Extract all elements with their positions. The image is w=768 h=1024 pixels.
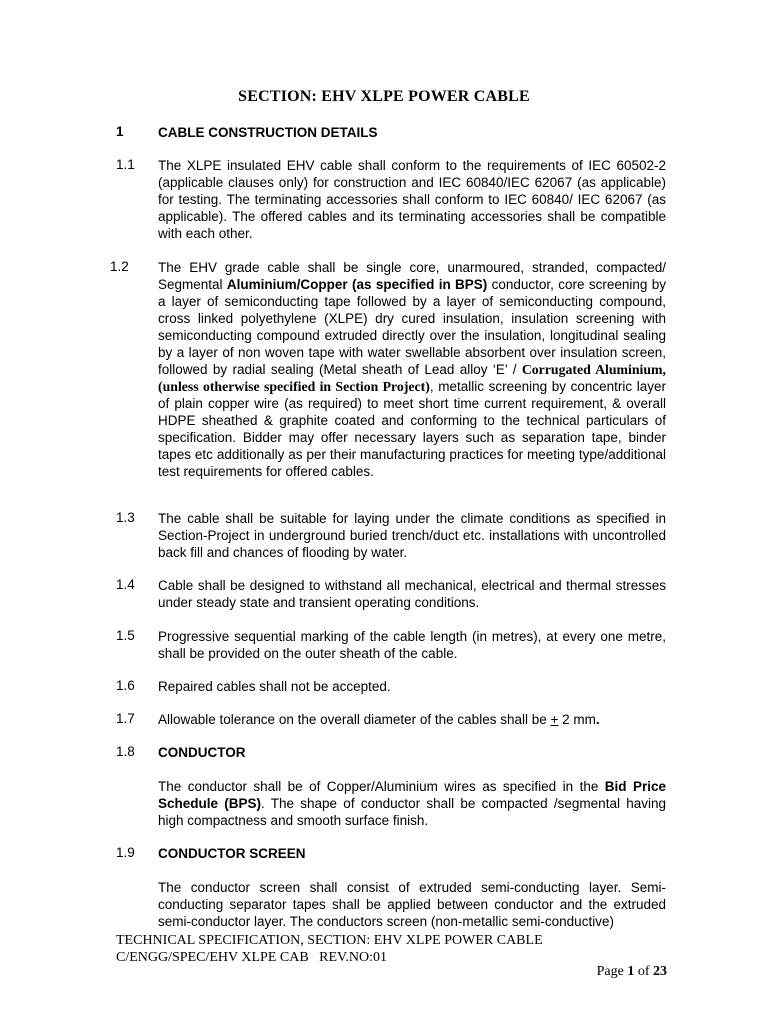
clause-1-2-part1: The EHV grade cable shall be single core, unarmoured, stranded, compacted/ Segmental	[158, 260, 666, 292]
clause-text-1-6: Repaired cables shall not be accepted.	[158, 679, 391, 694]
page-current: 1	[627, 964, 635, 979]
plus-minus-sign: +	[550, 712, 559, 727]
clause-text-1-1: The XLPE insulated EHV cable shall conform to the requirements of IEC 60502-2 (applicable clauses only) for construction and IEC 60840/IEC 62067 (as applicable) for testing. The terminating accessories shall conform to IEC 60840/ IEC 62067 (as applicable). The offered cables and its terminating accessories shall be compatible with each other.	[158, 158, 666, 241]
clause-text-1-2	[158, 259, 666, 480]
clause-heading-1-8: CONDUCTOR	[158, 745, 246, 760]
document-title: SECTION: EHV XLPE POWER CABLE	[238, 88, 530, 105]
page-of: of	[634, 964, 653, 979]
clause-text-1-4: Cable shall be designed to withstand all mechanical, electrical and thermal stresses under steady state and transient operating conditions.	[158, 578, 666, 610]
clause-number-1-7: 1.7	[116, 711, 135, 726]
clause-number-1-8: 1.8	[116, 744, 135, 759]
clause-1-2-bold1: Aluminium/Copper (as specified in BPS)	[226, 277, 488, 292]
section-number: 1	[116, 124, 124, 139]
clause-1-7-text: Allowable tolerance on the overall diameter of the cables shall be	[158, 712, 551, 727]
clause-number-1-4: 1.4	[116, 577, 135, 592]
page-total: 23	[653, 964, 667, 979]
footer-line-1: TECHNICAL SPECIFICATION, SECTION: EHV XLPE POWER CABLE	[116, 933, 543, 948]
clause-1-8-part2: . The shape of conductor shall be compacted /segmental having high compactness and smooth surface finish.	[158, 796, 666, 828]
clause-number-1-5: 1.5	[116, 628, 135, 643]
clause-1-8-part1: The conductor shall be of Copper/Aluminium wires as specified in the	[158, 779, 605, 794]
page-number	[597, 964, 667, 980]
section-heading: CABLE CONSTRUCTION DETAILS	[158, 125, 378, 140]
clause-number-1-3: 1.3	[116, 510, 135, 525]
clause-1-8-bold1: Bid Price Schedule (BPS)	[158, 779, 666, 811]
clause-text-1-3: The cable shall be suitable for laying under the climate conditions as specified in Section-Project in underground buried trench/duct etc. installations with uncontrolled back fill and chances of flooding by water.	[158, 511, 666, 560]
clause-text-1-5: Progressive sequential marking of the cable length (in metres), at every one metre, shall be provided on the outer sheath of the cable.	[158, 629, 666, 661]
clause-1-2-part2: conductor, core screening by a layer of semiconducting tape followed by a layer of semiconducting compound, cross linked polyethylene (XLPE) dry cured insulation, insulation screening with semiconducting compound extruded directly over the insulation, longitudinal sealing by a layer of non woven tape with water swellable absorbent over insulation screen, followed by radial sealing (Metal sheath of Lead alloy ‘E’ /	[158, 277, 666, 377]
page-prefix: Page	[596, 964, 628, 979]
clause-1-2-bold2: Corrugated Aluminium, (unless otherwise specified in Section Project)	[158, 362, 666, 394]
clause-number-1-2: 1.2	[110, 259, 129, 274]
clause-1-7-period: .	[595, 712, 600, 727]
clause-text-1-8	[158, 778, 666, 829]
footer-line-2: C/ENGG/SPEC/EHV XLPE CAB REV.NO:01	[116, 950, 387, 965]
clause-1-2-part3: , metallic screening by concentric layer of plain copper wire (as required) to meet short time current requirement, & overall HDPE sheathed & graphite coated and conforming to the technical particulars of specification. Bidder may offer necessary layers such as separation tape, binder tapes etc additionally as per their manufacturing practices for meeting type/additional test requirements for offered cables.	[158, 379, 666, 479]
tolerance-value: 2 mm	[558, 712, 596, 727]
clause-text-1-9: The conductor screen shall consist of extruded semi-conducting layer. Semi-conducting separator tapes shall be applied between conductor and the extruded semi-conductor layer. The conductors screen (non-metallic semi-conductive)	[158, 880, 666, 929]
clause-text-1-7	[158, 711, 666, 728]
clause-number-1-6: 1.6	[116, 678, 135, 693]
clause-heading-1-9: CONDUCTOR SCREEN	[158, 846, 306, 861]
clause-number-1-1: 1.1	[116, 157, 135, 172]
clause-number-1-9: 1.9	[116, 845, 135, 860]
